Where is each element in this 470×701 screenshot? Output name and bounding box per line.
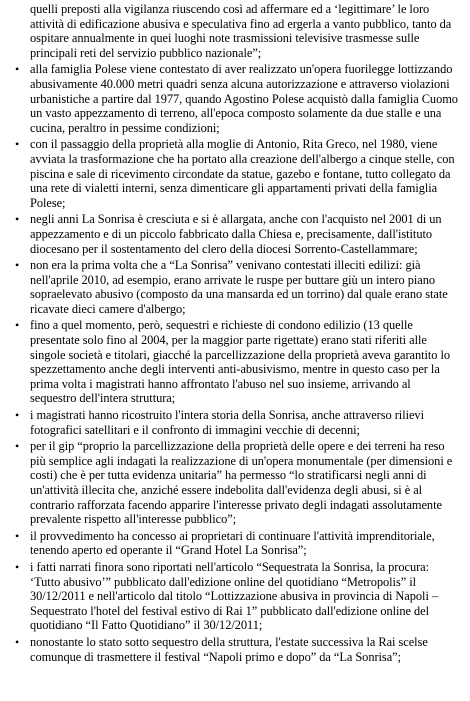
- list-item: [14, 408, 460, 437]
- bullet-icon: •: [15, 559, 20, 574]
- list-item-text: nonostante lo stato sotto sequestro della struttura, l'estate successiva la Rai scelse comunque di trasmettere il festival “Napoli primo e dopo” da “La Sonrisa”;: [30, 634, 428, 664]
- bullet-icon: •: [15, 212, 20, 227]
- list-item-text: i fatti narrati finora sono riportati nell'articolo “Sequestrata la Sonrisa, la procura: ‘Tutto abusivo’” pubblicato dall'edizione online del quotidiano “Metropolis” il 30/12/2011 e nell'articolo dal titolo “Lottizzazione abusiva in provincia di Napoli – Sequestrato l'hotel del festival estivo di Rai 1” pubblicato dall'edizione online del quotidiano “Il Fatto Quotidiano” il 30/12/2011;: [30, 559, 439, 633]
- bullet-icon: •: [15, 258, 20, 273]
- bullet-icon: •: [15, 408, 20, 423]
- list-item-text: fino a quel momento, però, sequestri e richieste di condono edilizio (13 quelle presentate solo fino al 2004, per la maggior parte rigettate) erano stati riferiti alle singole società e titolari, giacché la parcellizzazione della proprietà aveva garantito lo spezzettamento anche degli interventi anti-abusivismo, mentre in questo caso per la prima volta i magistrati hanno affrontato l'abuso nel suo insieme, arrivando al sequestro dell'intera struttura;: [30, 318, 451, 406]
- bullet-icon: •: [15, 528, 20, 543]
- bullet-icon: •: [15, 318, 20, 333]
- list-item: [14, 137, 460, 210]
- list-item-text: i magistrati hanno ricostruito l'intera storia della Sonrisa, anche attraverso rilievi fotografici satellitari e il confronto di immagini vecchie di decenni;: [30, 408, 424, 437]
- list-item-text: alla famiglia Polese viene contestato di aver realizzato un'opera fuorilegge lottizzando abusivamente 40.000 metri quadri senza alcuna autorizzazione e attraverso violazioni urbanistiche a partire dal 1977, quando Agostino Polese acquistò dalla famiglia Cuomo un vasto appezzamento di terreno, all'epoca composto solamente da due stalle e una cucina, peraltro in pessime condizioni;: [30, 62, 458, 135]
- list-item: [14, 529, 460, 558]
- bullet-icon: •: [15, 439, 20, 454]
- list-item: [14, 258, 460, 316]
- bullet-list: [14, 62, 460, 664]
- list-item: [14, 212, 460, 256]
- bullet-icon: •: [15, 137, 20, 152]
- list-item: [14, 318, 460, 406]
- list-item-text: per il gip “proprio la parcellizzazione della proprietà delle opere e dei terreni ha reso più semplice agli indagati la realizzazione di un'opera monumentale (per dimensioni e costi) che è per tutta evidenza unitaria” ha permesso “lo stratificarsi negli anni di un'attività illecita che, anziché essere indebolita dall'evidenza degli abusi, si è al contrario rafforzata facendo apparire l'interesse privato degli indagati assolutamente prevalente rispetto all'interesse pubblico”;: [30, 439, 453, 527]
- list-item-text: il provvedimento ha concesso ai proprietari di continuare l'attività imprenditoriale, tenendo aperto ed operante il “Grand Hotel La Sonrisa”;: [30, 528, 435, 558]
- list-item-text: con il passaggio della proprietà alla moglie di Antonio, Rita Greco, nel 1980, viene avviata la trasformazione che ha portato alla creazione dell'albergo a cinque stelle, con piscina e sale di ricevimento circondate da statue, gazebo e fontane, tutto collegato da una rete di vialetti interni, senza dimenticare gli appartamenti privati della famiglia Polese;: [30, 137, 455, 210]
- list-item-text: non era la prima volta che a “La Sonrisa” venivano contestati illeciti edilizi: già nell'aprile 2010, ad esempio, erano arrivate le ruspe per buttare giù un intero piano sopraelevato abusivo (composto da una mansarda ed un torrino) dal quale erano state ricavate dieci camere d'albergo;: [30, 258, 448, 316]
- list-item: [14, 635, 460, 664]
- list-item: [14, 560, 460, 633]
- list-item: [14, 62, 460, 135]
- bullet-icon: •: [15, 62, 20, 77]
- bullet-icon: •: [15, 634, 20, 649]
- list-item-text: negli anni La Sonrisa è cresciuta e si è allargata, anche con l'acquisto nel 2001 di un appezzamento e di un piccolo fabbricato dalla Chiesa e, precisamente, dall'istituto diocesano per il sostentamento del clero della diocesi Sorrento-Castellammare;: [30, 212, 442, 256]
- list-item: [14, 439, 460, 527]
- continuation-paragraph: quelli preposti alla vigilanza riuscendo così ad affermare ed a ‘legittimare’ le loro attività di edificazione abusiva e speculativa fino ad ergerla a vanto pubblico, tanto da ospitare annualmente in quei luoghi note trasmissioni televisive trasmesse sulle principali reti del servizio pubblico nazionale”;: [30, 2, 452, 60]
